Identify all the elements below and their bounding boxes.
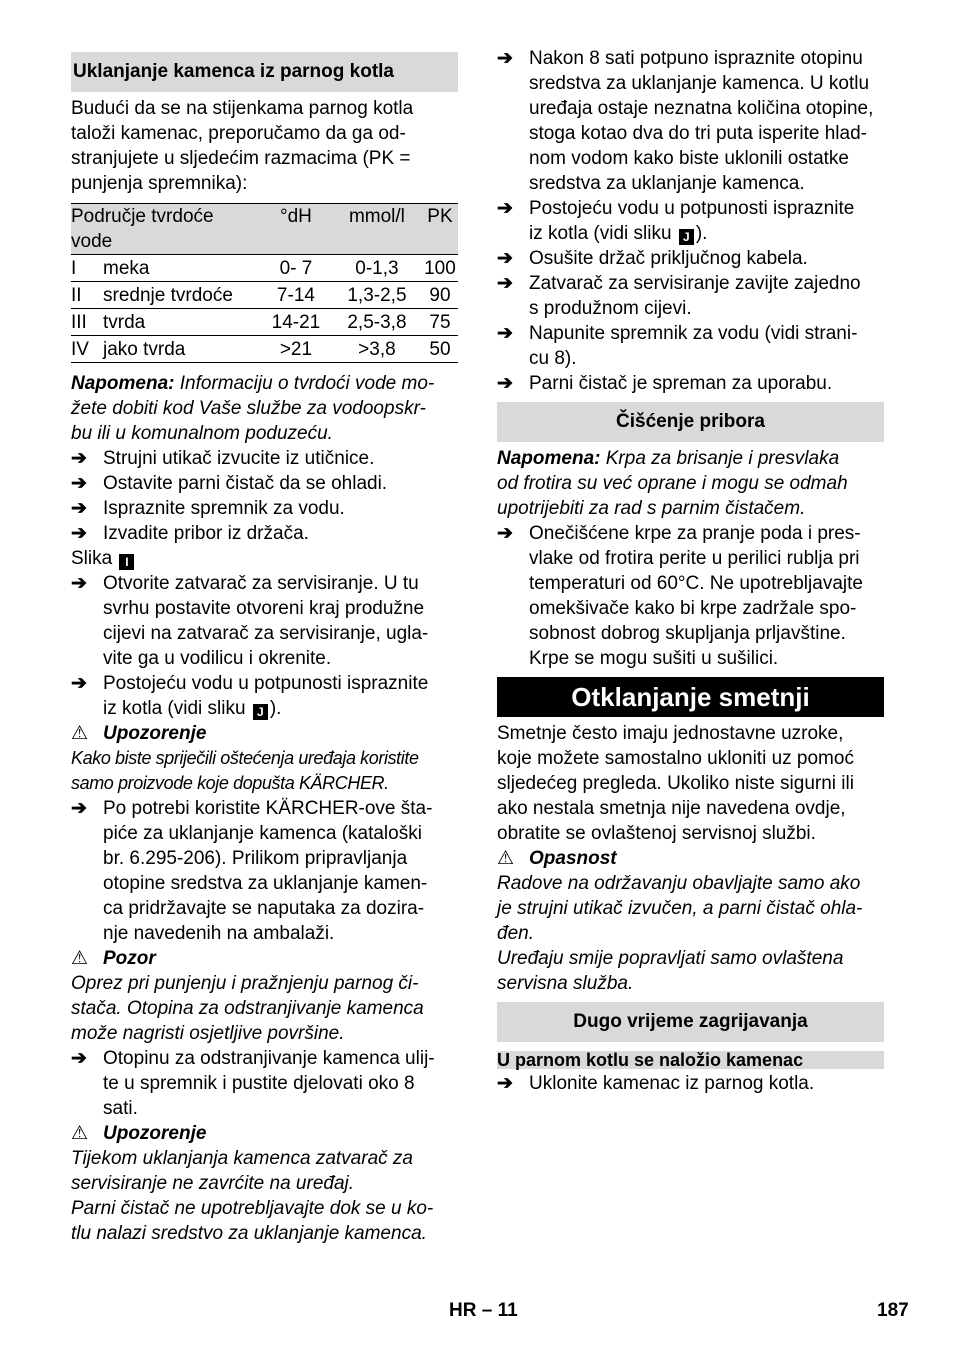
table-header-row: [71, 204, 458, 255]
list-item: ➔ Zatvarač za servisiranje zavijte zajedno s produžnom cijevi.: [497, 273, 861, 319]
section-heading-heating: Dugo vrijeme zagrijavanja: [497, 1002, 884, 1042]
figure-ref-badge: I: [119, 554, 134, 570]
figure-ref-badge: J: [253, 704, 268, 720]
arrow-right-icon: ➔: [71, 1048, 87, 1069]
table-header: mmol/l: [332, 204, 422, 255]
warning-triangle-icon: ⚠: [71, 948, 89, 969]
list-item: ➔ Osušite držač priključnog kabela.: [497, 248, 808, 269]
list-item: ➔ Onečišćene krpe za pranje poda i pres- vlake od frotira perite u perilici rublja pri temperaturi od 60°C. Ne upotrebljavajte omekšivače kako bi krpe zadržale spo- sobnost dobrog skupljanja prljavštine. Krpe se mogu sušiti u sušilici.: [497, 523, 863, 669]
list-item: ➔ Postojeću vodu u potpunosti ispraznite iz kotla (vidi sliku J ).: [71, 673, 429, 719]
warning-triangle-icon: ⚠: [497, 848, 515, 869]
table-row: III tvrda 14-21 2,5-3,8 75: [71, 309, 458, 336]
table-header: Područje tvrdoće vode: [71, 204, 260, 255]
arrow-right-icon: ➔: [71, 673, 87, 694]
arrow-right-icon: ➔: [71, 498, 87, 519]
list-item: ➔ Po potrebi koristite KÄRCHER-ove šta- piće za uklanjanje kamenca (kataloški br. 6.295-206). Prilikom pripravljanja otopine sredstva za uklanjanje kamen- ca pridržavajte se naputaka za dozira- nje navedenih na ambalaži.: [71, 798, 433, 944]
arrow-right-icon: ➔: [497, 48, 513, 69]
footer-section-label: HR – 11: [449, 1300, 518, 1321]
warning-triangle-icon: ⚠: [71, 723, 89, 744]
step-list-washing: [497, 521, 884, 671]
step-list-descaler: [71, 796, 458, 946]
table-row: IV jako tvrda >21 >3,8 50: [71, 336, 458, 363]
caution-block: ⚠ Pozor Oprez pri punjenju i pražnjenju parnog či- stača. Otopina za odstranjivanje kamenca može nagristi osjetljive površine.: [71, 948, 424, 1044]
main-heading-troubleshooting: Otklanjanje smetnji: [497, 677, 884, 717]
step-list-finish: [497, 46, 884, 396]
troubleshooting-intro: Smetnje često imaju jednostavne uzroke, koje možete samostalno ukloniti uz pomoć sljedećeg pregleda. Ukoliko niste sigurni ili ako nestala smetnja nije navedena ovdje, obratite se ovlaštenoj servisnoj službi.: [497, 723, 854, 844]
warning-triangle-icon: ⚠: [71, 1123, 89, 1144]
list-item: ➔ Ostavite parni čistač da se ohladi.: [71, 473, 388, 494]
subheading-scale: U parnom kotlu se naložio kamenac: [497, 1051, 884, 1069]
figure-reference: Slika I: [71, 546, 458, 571]
table-header: °dH: [260, 204, 332, 255]
warning-block-1: ⚠ Upozorenje Kako biste spriječili oštećenja uređaja koristite samo proizvode koje dopušta KÄRCHER.: [71, 723, 419, 793]
list-item: ➔ Postojeću vodu u potpunosti ispraznite iz kotla (vidi sliku J ).: [497, 198, 855, 244]
list-item: ➔ Nakon 8 sati potpuno ispraznite otopinu sredstva za uklanjanje kamenca. U kotlu uređaja ostaje neznatna količina otopine, stoga kotao dva do tri puta isperite hlad- nom vodom kako biste uklonili ostatke sredstva za uklanjanje kamenca.: [497, 48, 874, 194]
table-header: PK: [422, 204, 458, 255]
arrow-right-icon: ➔: [71, 473, 87, 494]
list-item: ➔ Otopinu za odstranjivanje kamenca ulij- te u spremnik i pustite djelovati oko 8 sati.: [71, 1048, 435, 1119]
figure-ref-badge: J: [679, 229, 694, 245]
list-item: ➔ Otvorite zatvarač za servisiranje. U tu svrhu postavite otvoreni kraj produžne cijevi na zatvarač za servisiranje, ugla- vite ga u vodilicu i okrenite.: [71, 573, 429, 669]
list-item: ➔ Strujni utikač izvucite iz utičnice.: [71, 448, 375, 469]
list-item: ➔ Ispraznite spremnik za vodu.: [71, 498, 345, 519]
list-item: ➔ Napunite spremnik za vodu (vidi strani- cu 8).: [497, 323, 858, 369]
table-row: I meka 0- 7 0-1,3 100: [71, 255, 458, 282]
arrow-right-icon: ➔: [497, 198, 513, 219]
arrow-right-icon: ➔: [497, 523, 513, 544]
water-hardness-table: [71, 203, 458, 363]
arrow-right-icon: ➔: [71, 448, 87, 469]
section-heading-accessories: Čišćenje pribora: [497, 402, 884, 442]
list-item: ➔ Izvadite pribor iz držača.: [71, 523, 309, 544]
list-item: ➔ Parni čistač je spreman za uporabu.: [497, 373, 833, 394]
section-heading-descaling: Uklanjanje kamenca iz parnog kotla: [71, 52, 458, 92]
danger-block: ⚠ Opasnost Radove na održavanju obavljajte samo ako je strujni utikač izvučen, a parni čistač ohla- đen. Uređaju smije popravljati samo ovlaštena servisna služba.: [497, 848, 863, 994]
note-water-hardness: Napomena: Informaciju o tvrdoći vode mo- žete dobiti kod Vaše službe za vodoopskr- bu ili u komunalnom poduzeću.: [71, 373, 435, 444]
arrow-right-icon: ➔: [71, 798, 87, 819]
step-list-remove-scale: [497, 1071, 884, 1096]
step-list-prepare: [71, 446, 458, 721]
arrow-right-icon: ➔: [497, 373, 513, 394]
list-item: ➔ Uklonite kamenac iz parnog kotla.: [497, 1073, 815, 1094]
note-accessories: Napomena: Krpa za brisanje i presvlaka od frotira su već oprane i mogu se odmah upotrijebiti za rad s parnim čistačem.: [497, 448, 848, 519]
table-row: II srednje tvrdoće 7-14 1,3-2,5 90: [71, 282, 458, 309]
warning-block-2: ⚠ Upozorenje Tijekom uklanjanja kamenca zatvarač za servisiranje ne zavrćite na uređaj. Parni čistač ne upotrebljavajte dok se u ko- tlu nalazi sredstvo za uklanjanje kamenca.: [71, 1123, 434, 1244]
descaling-intro: Budući da se na stijenkama parnog kotla taloži kamenac, preporučamo da ga od- stranjujete u sljedećim razmacima (PK = punjenja spremnika):: [71, 98, 414, 194]
page-number: 187: [877, 1300, 909, 1321]
arrow-right-icon: ➔: [71, 573, 87, 594]
arrow-right-icon: ➔: [497, 248, 513, 269]
arrow-right-icon: ➔: [497, 323, 513, 344]
arrow-right-icon: ➔: [497, 273, 513, 294]
arrow-right-icon: ➔: [71, 523, 87, 544]
step-list-pour: [71, 1046, 458, 1121]
arrow-right-icon: ➔: [497, 1073, 513, 1094]
